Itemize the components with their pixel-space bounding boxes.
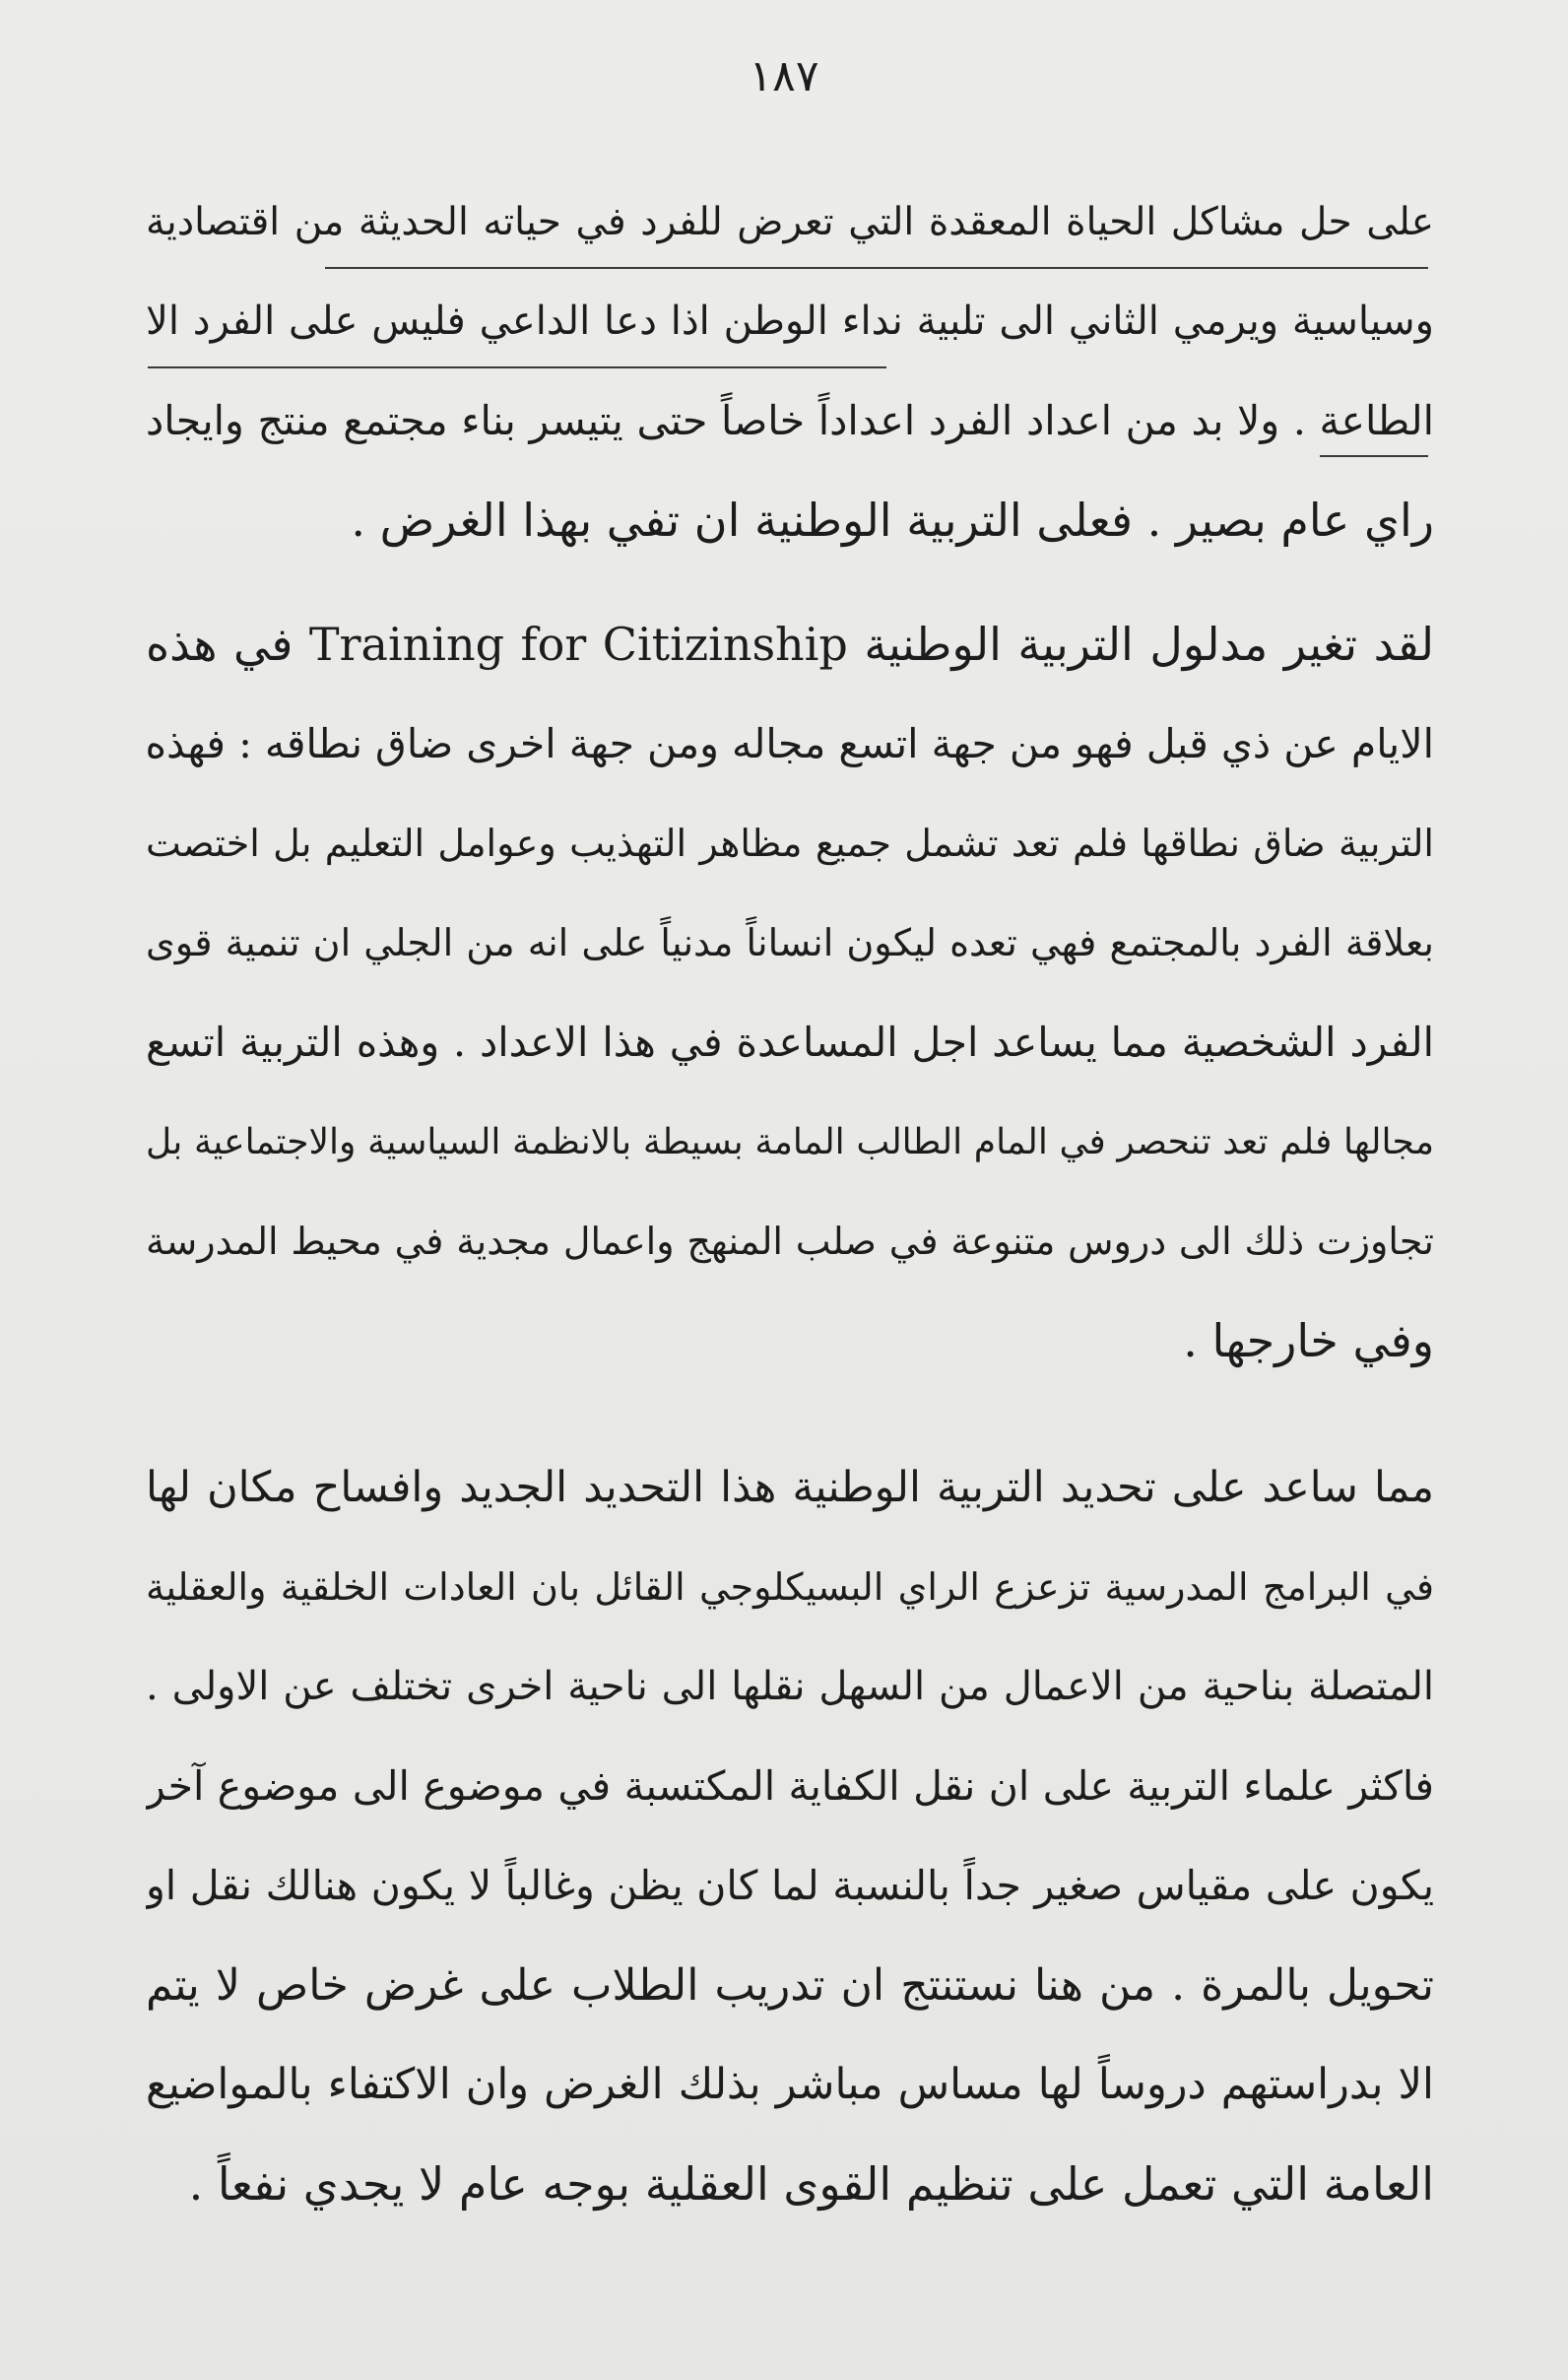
page-number: ١٨٧: [749, 51, 819, 101]
text-line: الايام عن ذي قبل فهو من جهة اتسع مجاله ومن جهة اخرى ضاق نطاقه : فهذه: [146, 720, 1434, 767]
text-line: تحويل بالمرة . من هنا نستنتج ان تدريب الطلاب على غرض خاص لا يتم: [146, 1960, 1434, 2011]
text-line: العامة التي تعمل على تنظيم القوى العقلية بوجه عام لا يجدي نفعاً .: [188, 2157, 1434, 2211]
pencil-underline: [325, 267, 1428, 269]
text-line: راي عام بصير . فعلى التربية الوطنية ان تفي بهذا الغرض .: [351, 494, 1434, 547]
text-line: مجالها فلم تعد تنحصر في المام الطالب المامة بسيطة بالانظمة السياسية والاجتماعية بل: [146, 1122, 1434, 1162]
text-line: وسياسية ويرمي الثاني الى تلبية نداء الوطن اذا دعا الداعي فليس على الفرد الا: [146, 298, 1434, 344]
text-line: الفرد الشخصية مما يساعد اجل المساعدة في هذا الاعداد . وهذه التربية اتسع: [146, 1019, 1434, 1066]
text-line: تجاوزت ذلك الى دروس متنوعة في صلب المنهج واعمال مجدية في محيط المدرسة: [146, 1220, 1434, 1263]
text-line: يكون على مقياس صغير جداً بالنسبة لما كان يظن وغالباً لا يكون هنالك نقل او: [146, 1862, 1434, 1909]
pencil-underline: [1320, 455, 1428, 457]
pencil-underline: [148, 366, 886, 368]
paragraph-2: [146, 595, 1434, 1391]
paragraph-3: [146, 1438, 1434, 2234]
text-line: التربية ضاق نطاقها فلم تعد تشمل جميع مظاهر التهذيب وعوامل التعليم بل اختصت: [146, 822, 1434, 865]
text-line: المتصلة بناحية من الاعمال من السهل نقلها الى ناحية اخرى تختلف عن الاولى .: [146, 1664, 1434, 1709]
text-line: لقد تغير مدلول التربية الوطنية Training for Citizinship في هذه: [146, 618, 1434, 671]
text-line: فاكثر علماء التربية على ان نقل الكفاية المكتسبة في موضوع الى موضوع آخر: [146, 1762, 1434, 1810]
text-line: الا بدراستهم دروساً لها مساس مباشر بذلك الغرض وان الاكتفاء بالمواضيع: [146, 2060, 1434, 2109]
text-line: مما ساعد على تحديد التربية الوطنية هذا التحديد الجديد وافساح مكان لها: [146, 1463, 1434, 1512]
text-line: الطاعة . ولا بد من اعداد الفرد اعداداً خاصاً حتى يتيسر بناء مجتمع منتج وايجاد: [146, 397, 1434, 444]
text-line: في البرامج المدرسية تزعزع الراي البسيكلوجي القائل بان العادات الخلقية والعقلية: [146, 1565, 1434, 1609]
text-line: وفي خارجها .: [1183, 1314, 1434, 1367]
paragraph-1: [146, 172, 1434, 570]
text-line: بعلاقة الفرد بالمجتمع فهي تعده ليكون انساناً مدنياً على انه من الجلي ان تنمية قوى: [146, 921, 1434, 964]
text-line: على حل مشاكل الحياة المعقدة التي تعرض للفرد في حياته الحديثة من اقتصادية: [146, 200, 1434, 244]
